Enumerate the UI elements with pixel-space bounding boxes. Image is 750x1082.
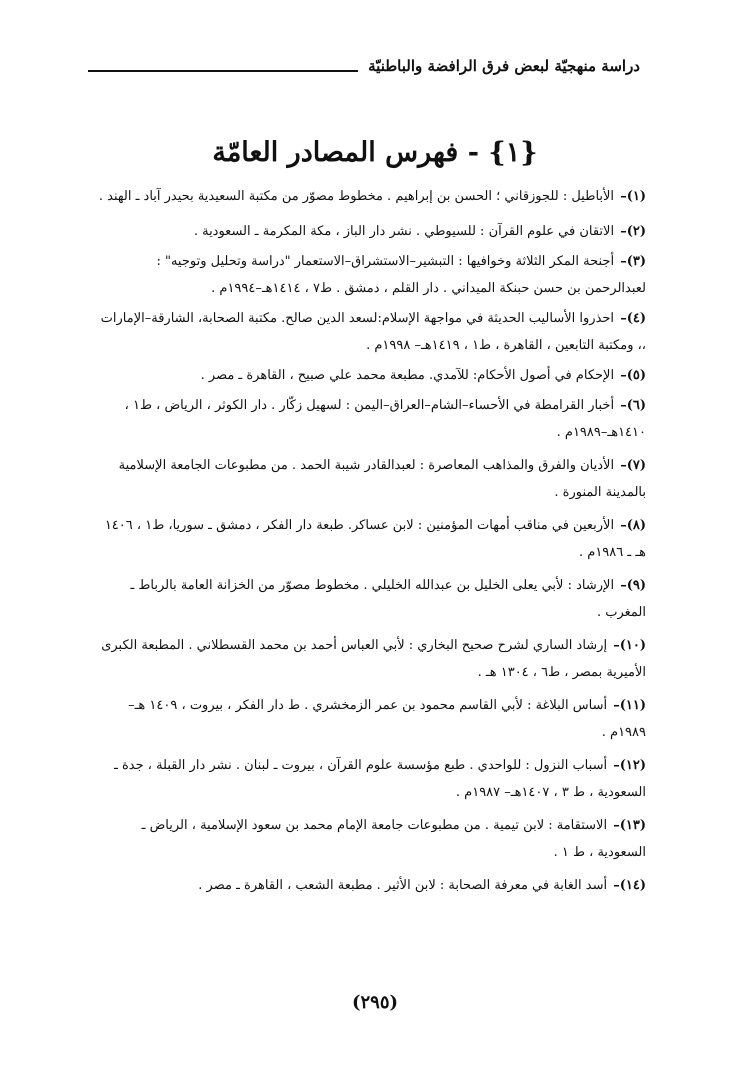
bibliography-entry	[98, 692, 646, 746]
section-separator: -	[467, 137, 479, 168]
entry-text: احذروا الأساليب الحديثة في مواجهة الإسلام:لسعد الدين صالح. مكتبة الصحابة، الشارقة–الإمارات ،، ومكتبة التابعين ، القاهرة ، ط١ ، ١٤١٩هـ– ١٩٩٨م .	[100, 311, 646, 353]
entry-number: (٧)–	[620, 458, 646, 473]
entry-number: (٢)–	[620, 224, 646, 239]
entry-text: الأديان والفرق والمذاهب المعاصرة : لعبدالقادر شيبة الحمد . من مطبوعات الجامعة الإسلامية بالمدينة المنورة .	[118, 458, 646, 500]
entry-number: (٨)–	[620, 518, 646, 533]
bibliography-entry	[98, 812, 646, 866]
entry-number: (٦)–	[620, 398, 646, 413]
bibliography-entry	[98, 305, 646, 359]
entry-number: (٥)–	[620, 368, 646, 383]
page-number: (٢٩٥)	[351, 992, 399, 1013]
entry-number: (١٢)–	[613, 758, 646, 773]
entry-number: (١١)–	[613, 698, 646, 713]
entry-number: (٤)–	[620, 311, 646, 326]
entry-text: الاستقامة : لابن تيمية . من مطبوعات جامعة الإمام محمد بن سعود الإسلامية ، الرياض ـ السعودية ، ط ١ .	[141, 818, 646, 860]
entry-number: (١٤)–	[613, 878, 646, 893]
entry-text: الأربعين في مناقب أمهات المؤمنين : لابن عساكر. طبعة دار الفكر ، دمشق ـ سوريا، ط١ ، ١٤٠٦ هـ ـ ١٩٨٦م .	[104, 518, 646, 560]
bibliography-entry	[98, 632, 646, 686]
entry-number: (١)–	[620, 189, 646, 204]
bibliography-entry	[98, 218, 646, 245]
bibliography-entry	[98, 752, 646, 806]
section-title: فهرس المصادر العامّة	[212, 137, 459, 168]
entry-text: أسد الغابة في معرفة الصحابة : لابن الأثير . مطبعة الشعب ، القاهرة ـ مصر .	[198, 878, 608, 893]
running-title: دراسة منهجيّة لبعض فرق الرافضة والباطنيّة	[368, 57, 640, 75]
bibliography-entry	[98, 183, 646, 210]
bibliography-entry	[98, 512, 646, 566]
entry-text: أجنحة المكر الثلاثة وخوافيها : التبشير–الاستشراق–الاستعمار "دراسة وتحليل وتوجيه" : لعبدالرحمن بن حسن حبنكة الميداني . دار القلم ، دمشق . ط٧ ، ١٤١٤هـ–١٩٩٤م .	[156, 254, 646, 296]
entry-text: الأباطيل : للجوزقاني ؛ الحسن بن إبراهيم . مخطوط مصوّر من مكتبة السعيدية بحيدر آباد ـ الهند .	[98, 189, 615, 204]
entry-text: أسباب النزول : للواحدي . طبع مؤسسة علوم القرآن ، بيروت ـ لبنان . نشر دار القبلة ، جدة ـ السعودية ، ط ٣ ، ١٤٠٧هـ– ١٩٨٧م .	[114, 758, 646, 800]
bibliography-entry	[98, 392, 646, 446]
bibliography-entry	[98, 248, 646, 302]
bibliography-entry	[98, 572, 646, 626]
bibliography-entry	[98, 362, 646, 389]
section-heading	[0, 133, 750, 173]
header-rule	[88, 70, 358, 72]
section-number: {١}	[488, 137, 538, 168]
entry-number: (٩)–	[620, 578, 646, 593]
running-header	[88, 56, 640, 76]
entry-text: أخبار القرامطة في الأحساء–الشام–العراق–اليمن : لسهيل زكّار . دار الكوثر ، الرياض ، ط١ ، ١٤١٠هـ–١٩٨٩م .	[124, 398, 646, 440]
entry-number: (١٠)–	[613, 638, 646, 653]
bibliography-entry	[98, 452, 646, 506]
entry-text: إرشاد الساري لشرح صحيح البخاري : لأبي العباس أحمد بن محمد القسطلاني . المطبعة الكبرى الأميرية بمصر ، ط٦ ، ١٣٠٤ هـ .	[101, 638, 646, 680]
entry-number: (٣)–	[620, 254, 646, 269]
bibliography-entry	[98, 872, 646, 899]
entry-text: الاتقان في علوم القرآن : للسيوطي . نشر دار الباز ، مكة المكرمة ـ السعودية .	[193, 224, 615, 239]
entry-text: الإحكام في أصول الأحكام: للآمدي. مطبعة محمد علي صبيح ، القاهرة ـ مصر .	[200, 368, 615, 383]
entry-text: أساس البلاغة : لأبي القاسم محمود بن عمر الزمخشري . ط دار الفكر ، بيروت ، ١٤٠٩ هـ–١٩٨٩م .	[128, 698, 646, 740]
entry-number: (١٣)–	[613, 818, 646, 833]
bibliography-list	[98, 183, 646, 899]
entry-text: الإرشاد : لأبي يعلى الخليل بن عبدالله الخليلي . مخطوط مصوّر من الخزانة العامة بالرباط ـ المغرب .	[130, 578, 646, 620]
